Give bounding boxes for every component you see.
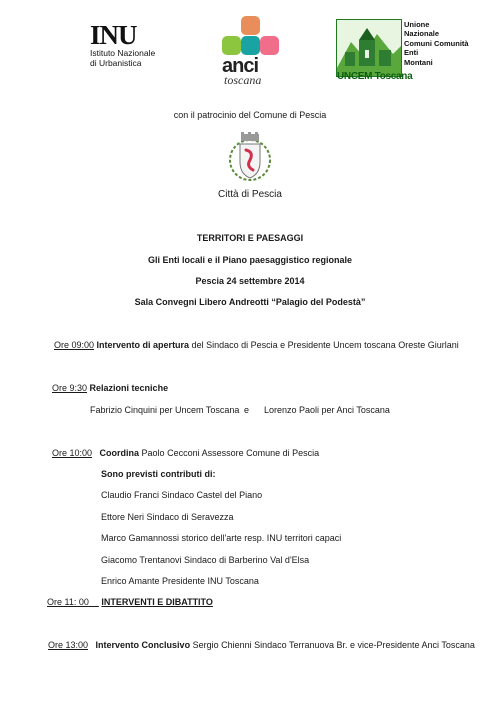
- contributor-item: Ettore Neri Sindaco di Seravezza: [101, 512, 234, 522]
- contributor-item: Giacomo Trentanovi Sindaco di Barberino Val d'Elsa: [101, 555, 310, 565]
- program-closing: [48, 640, 475, 650]
- program-tech: [52, 383, 168, 393]
- patronage-line: con il patrocinio del Comune di Pescia: [173, 110, 327, 120]
- contributor-item: Claudio Franci Sindaco Castel del Piano: [101, 490, 263, 500]
- event-date: Pescia 24 settembre 2014: [195, 276, 305, 286]
- tech-speaker-1: Fabrizio Cinquini per Uncem Toscana: [90, 405, 240, 415]
- inu-logo-subtitle: [90, 48, 155, 68]
- event-venue: Sala Convegni Libero Andreotti “Palagio del Podestà”: [134, 297, 366, 307]
- uncem-side-line: Enti: [404, 48, 419, 58]
- debate-label: INTERVENTI E DIBATTITO: [101, 597, 213, 607]
- contributor-item: Marco Gamannossi storico dell'arte resp. INU territori capaci: [101, 533, 342, 543]
- closing-text: Sergio Chienni Sindaco Terranuova Br. e vice-Presidente Anci Toscana: [190, 640, 475, 650]
- anci-logo-word: anci: [222, 55, 259, 77]
- anci-square-pink: [260, 36, 279, 55]
- event-title: TERRITORI E PAESAGGI: [196, 233, 304, 243]
- opening-time: Ore 09:00: [54, 340, 95, 350]
- anci-square-orange: [241, 16, 260, 35]
- tech-label: Relazioni tecniche: [89, 383, 169, 393]
- pescia-caption: Città di Pescia: [218, 189, 282, 200]
- tech-separator: e: [244, 405, 250, 415]
- opening-label: Intervento di apertura: [96, 340, 190, 350]
- inu-logo-mark: INU: [90, 20, 137, 50]
- coord-time: Ore 10:00: [52, 448, 93, 458]
- uncem-logo-side-text: [404, 20, 469, 67]
- inu-line-1: Istituto Nazionale: [90, 48, 156, 58]
- uncem-side-line: Unione: [404, 20, 430, 29]
- debate-time: Ore 11: 00: [47, 597, 89, 607]
- contributions-heading: Sono previsti contributi di:: [101, 469, 216, 479]
- opening-text: del Sindaco di Pescia e Presidente Uncem toscana Oreste Giurlani: [189, 340, 459, 350]
- pescia-crest-icon: [228, 130, 272, 188]
- uncem-side-line: Comuni Comunità: [404, 38, 469, 48]
- closing-label: Intervento Conclusivo: [95, 640, 191, 650]
- inu-line-2: di Urbanistica: [90, 58, 142, 68]
- contributor-item: Enrico Amante Presidente INU Toscana: [101, 576, 259, 586]
- anci-square-green: [222, 36, 241, 55]
- uncem-side-line: Nazionale: [404, 29, 440, 39]
- tech-time: Ore 9:30: [52, 383, 88, 393]
- anci-logo-sub: toscana: [224, 73, 262, 87]
- uncem-logo-title: UNCEM Toscana: [337, 71, 413, 82]
- program-opening: [54, 340, 459, 350]
- closing-time: Ore 13:00: [48, 640, 89, 650]
- anci-logo: [222, 16, 284, 56]
- uncem-logo-emblem: [336, 19, 402, 77]
- program-coord: [52, 448, 319, 458]
- tech-speaker-2: Lorenzo Paoli per Anci Toscana: [264, 405, 390, 415]
- event-subtitle: Gli Enti locali e il Piano paesaggistico regionale: [147, 255, 353, 265]
- program-debate: [47, 597, 213, 607]
- coord-label: Coordina: [99, 448, 140, 458]
- mountain-village-icon: [337, 20, 401, 76]
- coord-text: Paolo Cecconi Assessore Comune di Pescia: [139, 448, 320, 458]
- uncem-side-line: Montani: [404, 57, 433, 67]
- anci-square-teal: [241, 36, 260, 55]
